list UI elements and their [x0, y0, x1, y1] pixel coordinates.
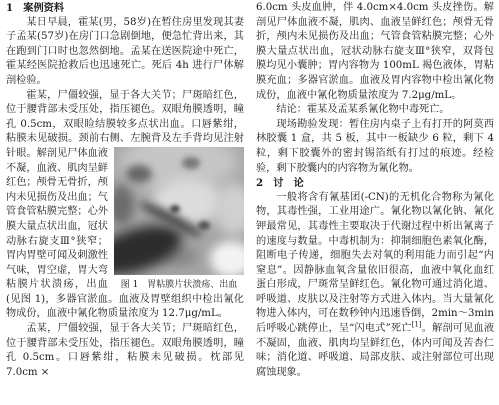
stomach-mucosa-photo: [114, 147, 244, 275]
paragraph-conclusion: 结论：霍某及孟某系氰化物中毒死亡。: [276, 104, 450, 116]
paragraph-case-intro: 某日早晨，霍某(男，58岁)在暂住房里发现其妻子孟某(57岁)在房门口急剧倒地，便急忙背出来，其在跑到门口时也忽然倒地。孟某在送医院途中死亡，霍某经医院抢救后也迅速死亡。死后 4h 进行尸体解剖检验。: [6, 16, 244, 86]
photo-shade: [114, 185, 134, 225]
discussion-text-after-ref: 。解剖可见血液不凝固，血液、肌肉均呈鲜红色，体内可闻及苦杏仁味；消化道、呼吸道、局部皮肤、或注射部位可出现腐蚀现象。: [256, 323, 494, 378]
figure-1: [114, 147, 244, 292]
paragraph-discussion: [256, 191, 494, 381]
figure-caption: 图 1 胃粘膜片状溃疡、出血: [120, 279, 238, 290]
paragraph-scene-investigation: 现场勘验发现：暂住房内桌子上有打开的阿莫西林胶囊 1 盒，共 5 板，其中一板缺少 6 粒，剩下 4 粒，剩下胶囊外的密封锡箔纸有打过的痕迹。经检验，剩下胶囊内的内容物为氰化物。: [256, 118, 494, 174]
section-heading-case-data: 1 案例资料: [6, 2, 65, 14]
left-column: [6, 1, 244, 404]
photo-shade: [210, 241, 244, 275]
photo-shade: [214, 183, 244, 235]
section-heading-discussion: 2 讨 论: [256, 177, 304, 190]
reference-mark: [1]: [411, 320, 422, 329]
discussion-text-before-ref: 一般将含有氰基团(-CN)的无机化合物称为氰化物，其毒性强，工业用途广。氰化物以氰化钠、氰化钾最常见，其毒性主要取决于代谢过程中析出氰离子的速度与数量。中毒机制为：抑制细胞色素氧化酶，阻断电子传递，细胞失去对氧的利用能力而引起“内窒息”。因静脉血氧含量依旧很高，血液中氧化血红蛋白形成，尸斑常呈鲜红色。氰化物可通过消化道、呼吸道、皮肤以及注射等方式进入体内。当大量氰化物进入体内，可在数秒钟内迅速昏倒，2min～3min 后呼吸心跳停止，呈“闪电式”死亡: [256, 191, 494, 335]
paragraph-meng-findings-part1: 孟某，尸僵较强，显于各大关节；尸斑暗红色，位于腰背部未受压处，指压褪色。双眼角膜透明，瞳孔 0.5cm。口唇紫绀，粘膜未见破损。枕部见 7.0cm ×: [6, 323, 244, 378]
paragraph-huo-with-figure: [6, 89, 244, 323]
paragraph-meng-findings-part2: 6.0cm 头皮血肿，伴 4.0cm×4.0cm 头皮挫伤。解剖见尸体血液不凝，肌肉、血液呈鲜红色；颅骨无骨折，颅内未见损伤及出血；气管食管粘膜完整；心外膜大量点状出血，冠状动脉右旋支Ⅲ°狭窄，双肾包膜均见小囊肿；胃内容物为 100mL 褐色液体，胃粘膜充血；多器官淤血。血液及胃内容物中检出氰化物成份，血液中氰化物质量浓度为 7.2μg/mL。: [256, 2, 494, 101]
paragraph-huo-findings: 霍某，尸僵较强，显于各大关节；尸斑暗红色，位于腰背部未受压处，指压褪色。双眼角膜透明，瞳孔 0.5cm，双眼睑结膜较多点状出血。口唇紫绀，粘膜未见破损。颈前右侧、左腕背及左手背均见注射针眼。解剖见尸体血液不凝，血液、肌肉呈鲜红色；颅骨无骨折，颅内未见损伤及出血；气管食管粘膜完整；心外膜大量点状出血，冠状动脉右旋支Ⅲ°狭窄；胃内胃壁可闻及刺激性气味，胃空虚，胃大弯粘膜片状溃疡，出血(见图 1)，多器官淤血。血液及胃壁组织中检出氰化物成份，血液中氰化物质量浓度为 12.7μg/mL。: [6, 89, 244, 320]
photo-shade: [198, 221, 210, 230]
right-column: [256, 1, 494, 404]
